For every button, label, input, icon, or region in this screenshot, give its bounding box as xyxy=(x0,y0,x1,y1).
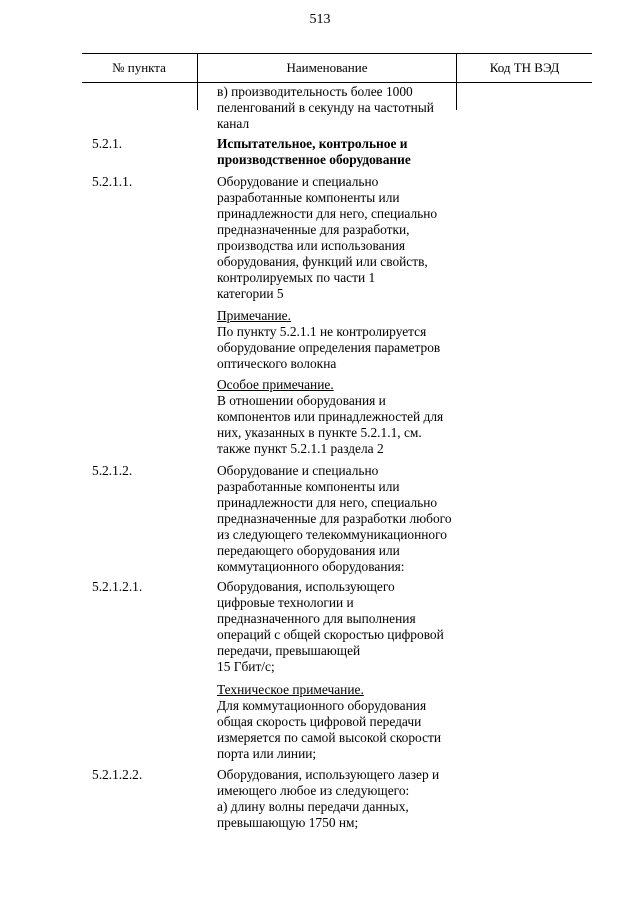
text-line: них, указанных в пункте 5.2.1.1, см. xyxy=(217,425,422,440)
text-line: оптического волокна xyxy=(217,356,337,371)
text-line: Испытательное, контрольное и xyxy=(217,136,408,151)
item-text xyxy=(217,463,472,575)
item-number: 5.2.1.1. xyxy=(92,174,133,189)
text-line: разработанные компоненты или xyxy=(217,479,400,494)
item-text xyxy=(217,767,472,831)
note-heading: Примечание. xyxy=(217,308,291,323)
text-line: а) длину волны передачи данных, xyxy=(217,799,409,814)
text-line: порта или линии; xyxy=(217,746,317,761)
item-number: 5.2.1.2.1. xyxy=(92,579,143,594)
text-line: пеленгований в секунду на частотный xyxy=(217,100,434,115)
text-line: предназначенные для разработки, xyxy=(217,222,410,237)
text-line: 15 Гбит/с; xyxy=(217,659,275,674)
item-text xyxy=(217,174,472,302)
text-line: измеряется по самой высокой скорости xyxy=(217,730,442,745)
text-line: оборудования, функций или свойств, xyxy=(217,254,428,269)
item-number: 5.2.1.2. xyxy=(92,463,133,478)
table-header xyxy=(82,53,592,83)
text-line: передачи, превышающей xyxy=(217,643,361,658)
text-line: общая скорость цифровой передачи xyxy=(217,714,422,729)
text-line: Оборудования, использующего xyxy=(217,579,395,594)
column-divider-name xyxy=(197,83,198,110)
text-line: имеющего любое из следующего: xyxy=(217,783,410,798)
text-line: Оборудования, использующего лазер и xyxy=(217,767,440,782)
text-line: Для коммутационного оборудования xyxy=(217,698,427,713)
item-number: 5.2.1.2.2. xyxy=(92,767,143,782)
text-line: канал xyxy=(217,116,250,131)
text-line: цифровые технологии и xyxy=(217,595,354,610)
item-text xyxy=(217,84,472,132)
text-line: в) производительность более 1000 xyxy=(217,84,413,99)
text-line: предназначенного для выполнения xyxy=(217,611,416,626)
text-line: также пункт 5.2.1.1 раздела 2 xyxy=(217,441,384,456)
text-line: предназначенные для разработки любого xyxy=(217,511,452,526)
text-line: разработанные компоненты или xyxy=(217,190,400,205)
text-line: Оборудование и специально xyxy=(217,174,379,189)
header-code: Код ТН ВЭД xyxy=(489,60,560,75)
text-line: принадлежности для него, специально xyxy=(217,495,438,510)
text-line: Оборудование и специально xyxy=(217,463,379,478)
item-number: 5.2.1. xyxy=(92,136,123,151)
text-line: оборудование определения параметров xyxy=(217,340,441,355)
text-line: превышающую 1750 нм; xyxy=(217,815,359,830)
text-line: принадлежности для него, специально xyxy=(217,206,438,221)
text-line: коммутационного оборудования: xyxy=(217,559,405,574)
item-text xyxy=(217,579,472,675)
text-line: компонентов или принадлежностей для xyxy=(217,409,444,424)
header-item-number: № пункта xyxy=(112,60,166,75)
text-line: операций с общей скоростью цифровой xyxy=(217,627,444,642)
text-line: из следующего телекоммуникационного xyxy=(217,527,447,542)
item-text xyxy=(217,682,472,762)
note-heading: Особое примечание. xyxy=(217,377,334,392)
text-line: контролируемых по части 1 xyxy=(217,270,376,285)
text-line: категории 5 xyxy=(217,286,284,301)
item-text xyxy=(217,136,472,168)
page-number: 513 xyxy=(309,12,331,27)
note-heading: Техническое примечание. xyxy=(217,682,364,697)
text-line: производственное оборудование xyxy=(217,152,411,167)
item-text xyxy=(217,377,472,457)
text-line: В отношении оборудования и xyxy=(217,393,386,408)
header-name: Наименование xyxy=(286,60,368,75)
text-line: передающего оборудования или xyxy=(217,543,400,558)
text-line: По пункту 5.2.1.1 не контролируется xyxy=(217,324,427,339)
item-text xyxy=(217,308,472,372)
text-line: производства или использования xyxy=(217,238,406,253)
